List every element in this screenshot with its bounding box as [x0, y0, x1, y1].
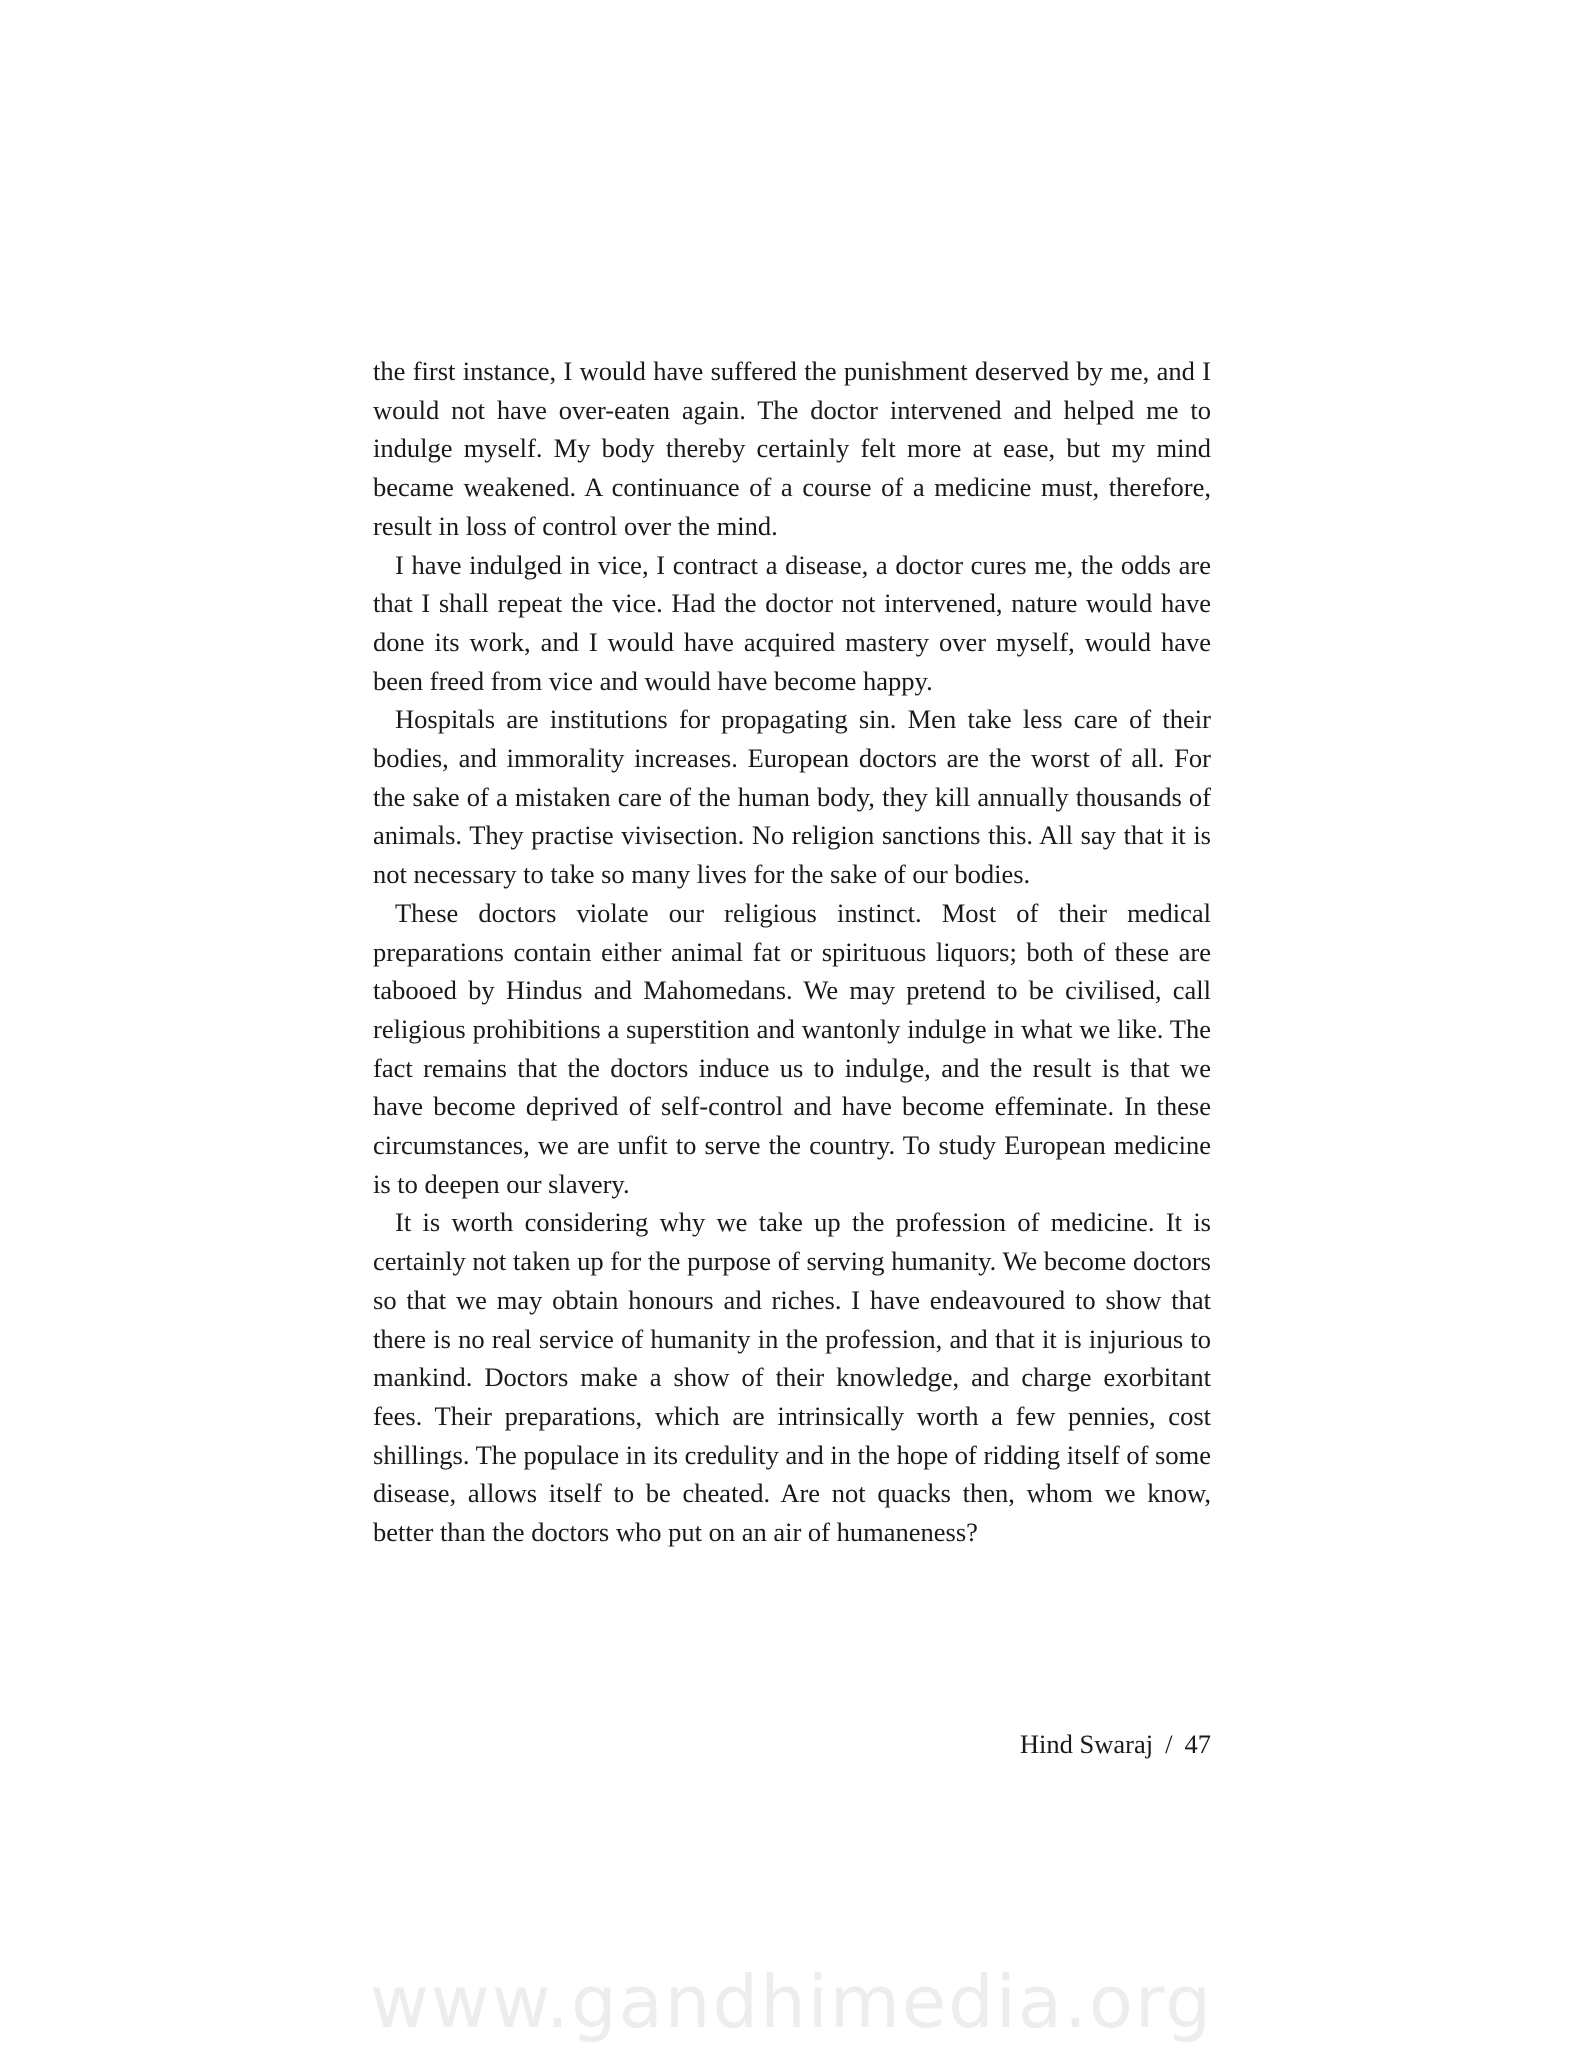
- page-body: [373, 352, 1211, 1552]
- watermark: www.gandhimedia.org: [370, 1960, 1213, 2044]
- page-number: 47: [1184, 1729, 1211, 1759]
- paragraph: These doctors violate our religious instinct. Most of their medical preparations contain either animal fat or spirituous liquors; both of these are tabooed by Hindus and Mahomedans. We may pretend to be civilised, call religious prohibitions a superstition and wantonly indulge in what we like. The fact remains that the doctors induce us to indulge, and the result is that we have become deprived of self-control and have become effeminate. In these circumstances, we are unfit to serve the country. To study European medicine is to deepen our slavery.: [373, 897, 1211, 1199]
- paragraph: the first instance, I would have suffered the punishment deserved by me, and I would not have over-eaten again. The doctor intervened and helped me to indulge myself. My body thereby certainly felt more at ease, but my mind became weakened. A continuance of a course of a medicine must, therefore, result in loss of control over the mind.: [373, 356, 1211, 541]
- running-footer: [1020, 1727, 1211, 1761]
- paragraph: It is worth considering why we take up the profession of medicine. It is certainly not taken up for the purpose of serving humanity. We become doctors so that we may obtain honours and riches. I have endeavoured to show that there is no real service of humanity in the profession, and that it is injurious to mankind. Doctors make a show of their knowledge, and charge exorbitant fees. Their preparations, which are intrinsically worth a few pennies, cost shillings. The populace in its credulity and in the hope of ridding itself of some disease, allows itself to be cheated. Are not quacks then, whom we know, better than the doctors who put on an air of humaneness?: [373, 1207, 1211, 1548]
- paragraph: Hospitals are institutions for propagating sin. Men take less care of their bodies, and immorality increases. European doctors are the worst of all. For the sake of a mistaken care of the human body, they kill annually thousands of animals. They practise vivisection. No religion sanctions this. All say that it is not necessary to take so many lives for the sake of our bodies.: [373, 704, 1211, 890]
- paragraph: I have indulged in vice, I contract a disease, a doctor cures me, the odds are that I shall repeat the vice. Had the doctor not intervened, nature would have done its work, and I would have acquired mastery over myself, would have been freed from vice and would have become happy.: [373, 549, 1211, 696]
- book-title: Hind Swaraj: [1019, 1729, 1154, 1759]
- footer-separator: /: [1165, 1729, 1173, 1759]
